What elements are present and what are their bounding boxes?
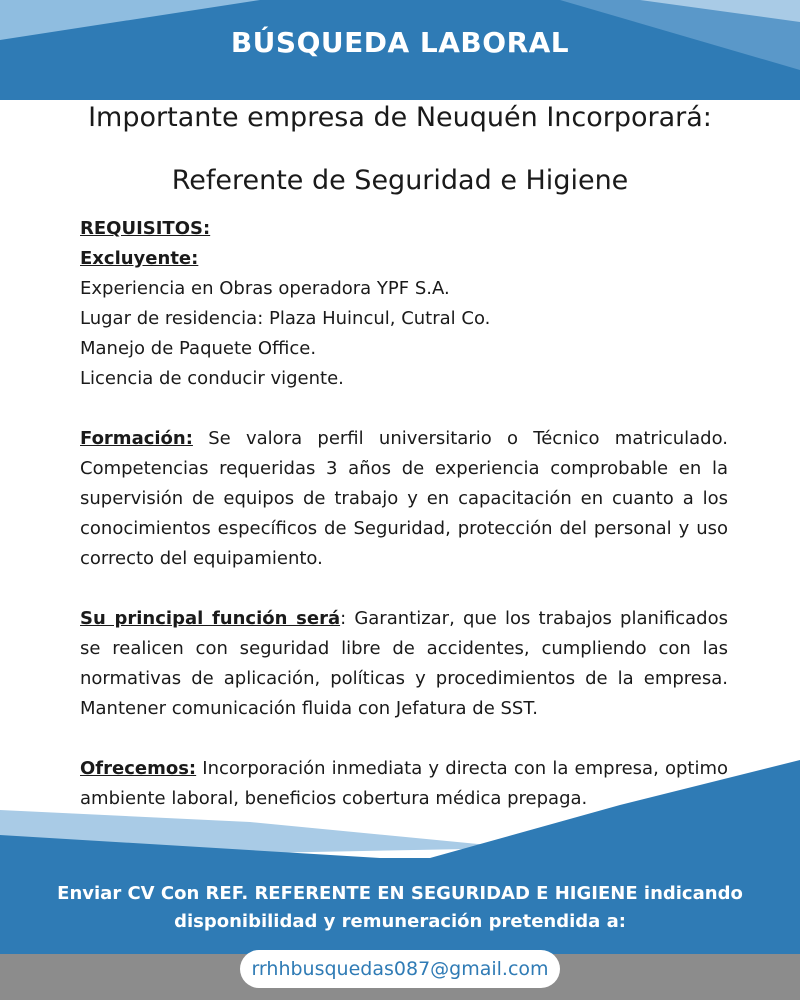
formation-paragraph <box>80 424 728 574</box>
function-label: Su principal función será <box>80 608 341 629</box>
offer-text: Incorporación inmediata y directa con la empresa, optimo ambiente laboral, beneficios cobertura médica prepaga. <box>80 758 728 809</box>
mandatory-subheading: Excluyente: <box>80 248 199 269</box>
footer-wave-right <box>430 760 800 858</box>
requirement-item: Experiencia en Obras operadora YPF S.A. <box>80 278 450 299</box>
header-banner <box>0 0 800 100</box>
requirement-item: Lugar de residencia: Plaza Huincul, Cutral Co. <box>80 308 491 329</box>
footer-decoration <box>0 760 800 860</box>
job-description <box>80 214 728 814</box>
requirements-heading: REQUISITOS: <box>80 218 211 239</box>
requirement-item: Manejo de Paquete Office. <box>80 338 317 359</box>
function-text: : Garantizar, que los trabajos planificados se realicen con seguridad libre de accidentes, cumpliendo con las normativas de aplicación, políticas y procedimientos de la empresa. Mantener comunicación fluida con Jefatura de SST. <box>80 608 728 719</box>
formation-text: Se valora perfil universitario o Técnico matriculado. Competencias requeridas 3 años de experiencia comprobable en la supervisión de equipos de trabajo y en capacitación en cuanto a los conocimientos específicos de Seguridad, protección del personal y uso correcto del equipamiento. <box>80 428 728 569</box>
position-title: Referente de Seguridad e Higiene <box>171 165 629 196</box>
footer-line-2: disponibilidad y remuneración pretendida a: <box>174 911 626 932</box>
formation-label: Formación: <box>80 428 193 449</box>
contact-email[interactable]: rrhhbusquedas087@gmail.com <box>240 950 560 988</box>
page-title: BÚSQUEDA LABORAL <box>230 26 570 59</box>
footer-line-1: Enviar CV Con REF. REFERENTE EN SEGURIDAD E HIGIENE indicando <box>57 883 743 904</box>
requirement-item: Licencia de conducir vigente. <box>80 368 344 389</box>
footer-instructions <box>40 880 760 936</box>
function-paragraph <box>80 604 728 724</box>
offer-label: Ofrecemos: <box>80 758 197 779</box>
company-line: Importante empresa de Neuquén Incorporará: <box>88 102 712 133</box>
